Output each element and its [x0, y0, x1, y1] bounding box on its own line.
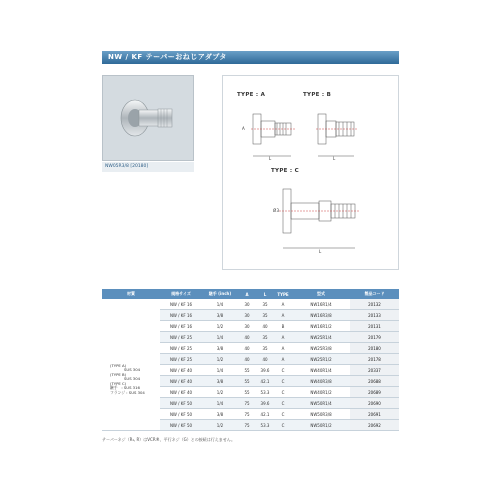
dim-l-type-b: L — [333, 156, 336, 161]
code-cell: 20178 — [350, 354, 399, 365]
type-cell: C — [274, 365, 292, 376]
type-c-drawing — [279, 189, 359, 248]
size-cell: NW / KF 16 — [160, 299, 202, 310]
a-cell: 30 — [238, 321, 256, 332]
l-cell: 40 — [256, 354, 274, 365]
material-line: (TYPE C) — [110, 380, 127, 386]
code-cell: 20691 — [350, 409, 399, 420]
size-cell: NW / KF 16 — [160, 310, 202, 321]
code-cell: 20180 — [350, 343, 399, 354]
l-cell: 40 — [256, 321, 274, 332]
code-cell: 20690 — [350, 398, 399, 409]
material-line: 継手 : SUS 316 — [110, 385, 140, 391]
type-a-drawing — [251, 114, 295, 156]
technical-drawing — [222, 75, 399, 270]
type-cell: A — [274, 310, 292, 321]
inch-cell: 3/8 — [202, 409, 238, 420]
code-cell: 20337 — [350, 365, 399, 376]
model-cell: NW40R3/8 — [292, 376, 350, 387]
size-cell: NW / KF 25 — [160, 354, 202, 365]
a-cell: 55 — [238, 376, 256, 387]
l-cell: 39.6 — [256, 398, 274, 409]
l-cell: 39.6 — [256, 365, 274, 376]
header-l: L — [256, 289, 274, 299]
type-b-drawing — [316, 114, 357, 156]
material-line: (TYPE A) — [110, 362, 127, 368]
l-cell: 53.3 — [256, 420, 274, 431]
dim-l-type-a: L — [269, 156, 272, 161]
material-cell — [102, 299, 160, 431]
a-cell: 40 — [238, 354, 256, 365]
a-cell: 55 — [238, 387, 256, 398]
header-type: TYPE — [274, 289, 292, 299]
l-cell: 35 — [256, 299, 274, 310]
model-cell: NW25R3/8 — [292, 343, 350, 354]
code-cell: 20132 — [350, 299, 399, 310]
size-cell: NW / KF 16 — [160, 321, 202, 332]
header-model: 型式 — [292, 289, 350, 299]
type-c-label: TYPE : C — [271, 168, 299, 174]
type-b-label: TYPE : B — [303, 92, 332, 98]
l-cell: 35 — [256, 343, 274, 354]
header-inch: 継手 (inch) — [202, 289, 238, 299]
material-line: (TYPE B) — [110, 371, 127, 377]
adapter-photo-illustration — [103, 76, 193, 160]
size-cell: NW / KF 40 — [160, 376, 202, 387]
inch-cell: 1/2 — [202, 420, 238, 431]
inch-cell: 3/8 — [202, 343, 238, 354]
model-cell: NW25R1/2 — [292, 354, 350, 365]
l-cell: 42.1 — [256, 409, 274, 420]
l-cell: 35 — [256, 332, 274, 343]
size-cell: NW / KF 50 — [160, 409, 202, 420]
code-cell: 20179 — [350, 332, 399, 343]
type-cell: C — [274, 387, 292, 398]
code-cell: 20689 — [350, 387, 399, 398]
l-cell: 35 — [256, 310, 274, 321]
inch-cell: 3/8 — [202, 376, 238, 387]
model-cell: NW50R3/8 — [292, 409, 350, 420]
a-cell: 30 — [238, 299, 256, 310]
code-cell: 20133 — [350, 310, 399, 321]
type-cell: A — [274, 343, 292, 354]
size-cell: NW / KF 50 — [160, 398, 202, 409]
l-cell: 53.3 — [256, 387, 274, 398]
dim-l-type-c: L — [319, 249, 322, 254]
type-cell: A — [274, 299, 292, 310]
a-cell: 40 — [238, 332, 256, 343]
material-line: SUS 304 — [124, 367, 141, 373]
type-cell: A — [274, 354, 292, 365]
a-cell: 40 — [238, 343, 256, 354]
a-cell: 55 — [238, 365, 256, 376]
inch-cell: 3/8 — [202, 310, 238, 321]
inch-cell: 1/2 — [202, 387, 238, 398]
type-cell: C — [274, 409, 292, 420]
dim-phi-type-c: Ø3 — [273, 208, 280, 213]
size-cell: NW / KF 40 — [160, 365, 202, 376]
table-row — [102, 299, 399, 310]
photo-caption: NW05R3/8 [20180] — [102, 162, 194, 172]
type-cell: C — [274, 398, 292, 409]
model-cell: NW50R1/4 — [292, 398, 350, 409]
type-cell: B — [274, 321, 292, 332]
size-cell: NW / KF 25 — [160, 343, 202, 354]
drawing-svg — [223, 76, 398, 269]
size-cell: NW / KF 50 — [160, 420, 202, 431]
model-cell: NW50R1/2 — [292, 420, 350, 431]
product-photo — [102, 75, 194, 161]
table-header-row — [102, 289, 399, 299]
material-line: フランジ : SUS 304 — [110, 389, 145, 395]
type-cell: A — [274, 332, 292, 343]
model-cell: NW16R1/2 — [292, 321, 350, 332]
code-cell: 20688 — [350, 376, 399, 387]
header-code: 製品コード — [350, 289, 399, 299]
size-cell: NW / KF 25 — [160, 332, 202, 343]
type-cell: C — [274, 376, 292, 387]
inch-cell: 1/4 — [202, 332, 238, 343]
a-cell: 75 — [238, 420, 256, 431]
type-cell: C — [274, 420, 292, 431]
code-cell: 20131 — [350, 321, 399, 332]
model-cell: NW40R1/4 — [292, 365, 350, 376]
type-a-label: TYPE : A — [237, 92, 266, 98]
size-cell: NW / KF 40 — [160, 387, 202, 398]
l-cell: 42.1 — [256, 376, 274, 387]
material-line: SUS 304 — [124, 376, 141, 382]
header-a: A — [238, 289, 256, 299]
model-cell: NW16R1/4 — [292, 299, 350, 310]
inch-cell: 1/2 — [202, 354, 238, 365]
footnote: テーパーネジ（R₁, R）はVCR®、平行ネジ（G）との接続は行えません。 — [102, 437, 235, 442]
a-cell: 75 — [238, 409, 256, 420]
dim-a-type-a: A — [242, 126, 246, 131]
inch-cell: 1/4 — [202, 365, 238, 376]
a-cell: 30 — [238, 310, 256, 321]
inch-cell: 1/4 — [202, 398, 238, 409]
header-material: 材質 — [102, 289, 160, 299]
code-cell: 20692 — [350, 420, 399, 431]
page-title: NW / KF テーパーおねじアダプタ — [102, 51, 399, 64]
spec-table — [102, 289, 399, 431]
model-cell: NW25R1/4 — [292, 332, 350, 343]
model-cell: NW16R3/8 — [292, 310, 350, 321]
inch-cell: 1/4 — [202, 299, 238, 310]
model-cell: NW40R1/2 — [292, 387, 350, 398]
inch-cell: 1/2 — [202, 321, 238, 332]
a-cell: 75 — [238, 398, 256, 409]
header-size: 規格サイズ — [160, 289, 202, 299]
